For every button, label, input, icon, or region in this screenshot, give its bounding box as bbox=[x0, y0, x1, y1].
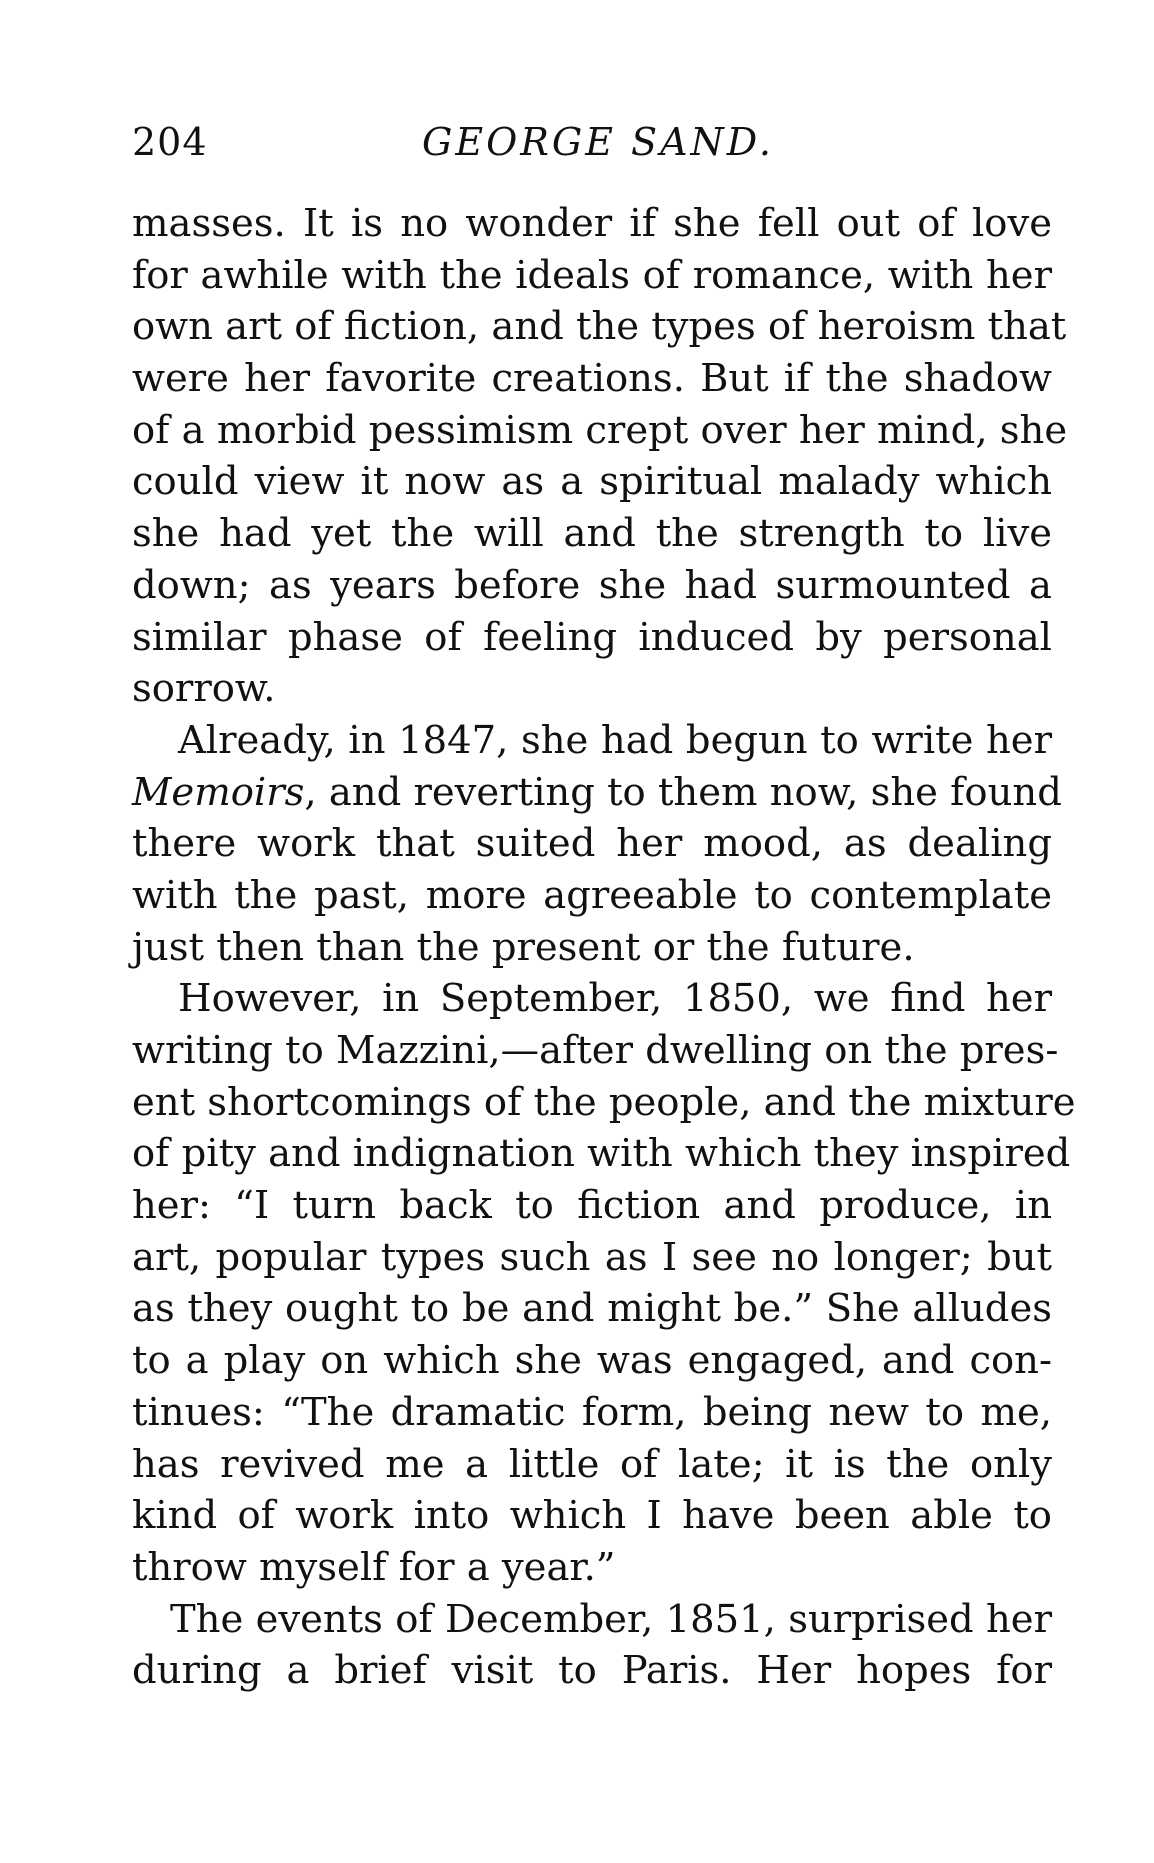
text-line: similar phase of feeling induced by personal bbox=[132, 614, 1052, 660]
running-title: GEORGE SAND. bbox=[422, 120, 774, 164]
body-text bbox=[132, 198, 1076, 1697]
text-line: to a play on which she was engaged, and con- bbox=[132, 1338, 1052, 1384]
text-line: could view it now as a spiritual malady which bbox=[132, 459, 1052, 505]
paragraph-start-line: The events of December, 1851, surprised her bbox=[170, 1596, 1052, 1642]
text-line: during a brief visit to Paris. Her hopes for bbox=[132, 1648, 1052, 1694]
text-segment: , and reverting to them now, she found bbox=[304, 769, 1062, 815]
text-line: ent shortcomings of the people, and the mixture bbox=[132, 1079, 1076, 1125]
text-line: down; as years before she had surmounted a bbox=[132, 562, 1052, 608]
text-line: has revived me a little of late; it is the only bbox=[132, 1441, 1052, 1487]
text-line: she had yet the will and the strength to live bbox=[132, 511, 1052, 557]
text-line: masses. It is no wonder if she fell out of love bbox=[132, 201, 1052, 246]
text-line: tinues: “The dramatic form, being new to me, bbox=[132, 1389, 1052, 1435]
text-line: with the past, more agreeable to contemplate bbox=[132, 872, 1052, 918]
paragraph-start-line: Already, in 1847, she had begun to write her bbox=[178, 717, 1052, 763]
text-line: there work that suited her mood, as dealing bbox=[132, 821, 1052, 867]
text-line: art, popular types such as I see no longer; but bbox=[132, 1234, 1052, 1280]
text-line: were her favorite creations. But if the shadow bbox=[132, 356, 1052, 402]
text-line: of a morbid pessimism crept over her mind, she bbox=[132, 407, 1068, 453]
text-line: just then than the present or the future. bbox=[132, 924, 915, 970]
book-page bbox=[132, 98, 1076, 1694]
text-line bbox=[132, 767, 1062, 819]
italic-title: Memoirs bbox=[132, 769, 305, 815]
text-line: writing to Mazzini,—after dwelling on the pres- bbox=[132, 1028, 1059, 1073]
text-line: own art of fiction, and the types of heroism that bbox=[132, 304, 1067, 350]
text-line: for awhile with the ideals of romance, with her bbox=[132, 252, 1052, 298]
text-line: as they ought to be and might be.” She alludes bbox=[132, 1286, 1052, 1332]
page-header bbox=[132, 98, 1052, 164]
paragraph-start-line: However, in September, 1850, we find her bbox=[178, 976, 1052, 1022]
text-line: her: “I turn back to fiction and produce, in bbox=[132, 1183, 1052, 1229]
text-line: throw myself for a year.” bbox=[132, 1544, 616, 1590]
text-line: of pity and indignation with which they inspired bbox=[132, 1131, 1071, 1177]
text-line: sorrow. bbox=[132, 666, 276, 712]
page-number: 204 bbox=[132, 120, 208, 164]
text-line: kind of work into which I have been able to bbox=[132, 1493, 1052, 1539]
